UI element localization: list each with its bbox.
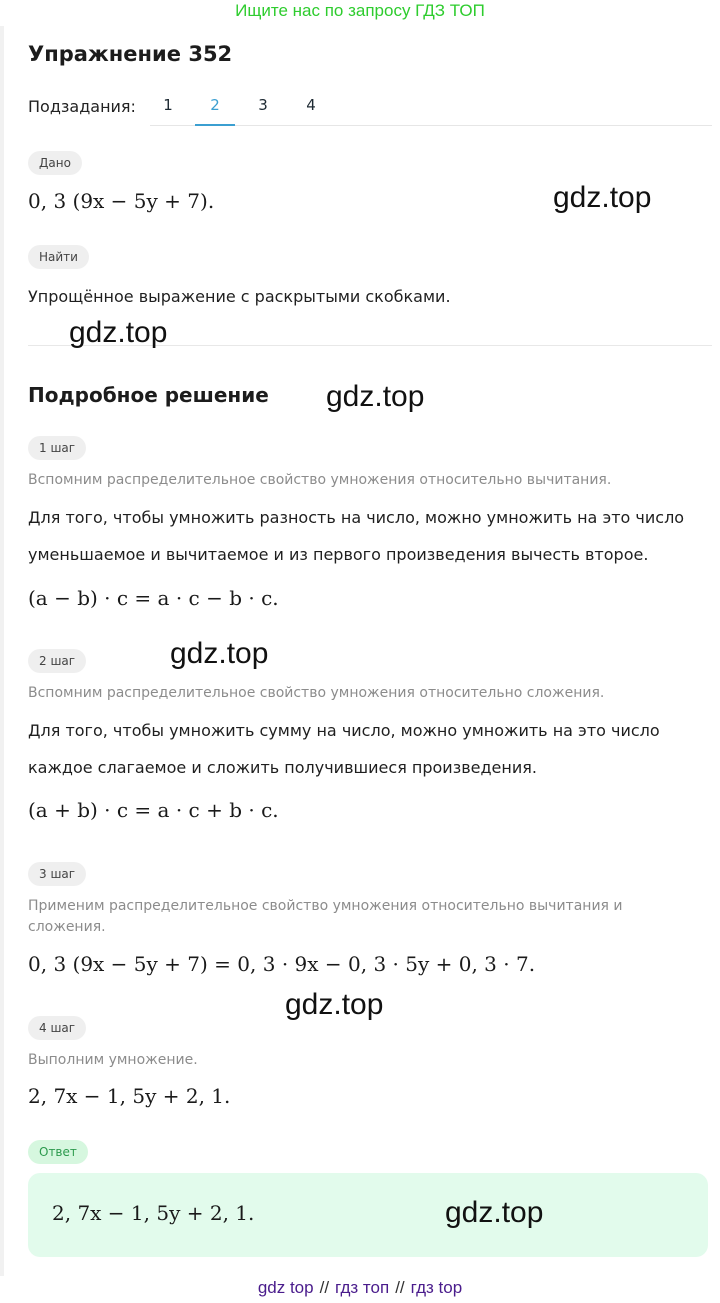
step-1-chip: 1 шаг: [28, 436, 86, 460]
page-title: Упражнение 352: [28, 42, 233, 66]
watermark: gdz.top: [170, 637, 269, 670]
find-chip: Найти: [28, 245, 89, 269]
watermark: gdz.top: [69, 316, 168, 349]
find-text: Упрощённое выражение с раскрытыми скобками.: [28, 287, 451, 306]
step-2-text: Для того, чтобы умножить сумму на число, можно умножить на это число каждое слагаемое и сложить получившиеся произведения.: [28, 721, 660, 777]
solution-title: Подробное решение: [28, 383, 269, 407]
step-3-hint: Применим распределительное свойство умножения относительно вычитания и сложения.: [28, 898, 623, 935]
step-1-text: Для того, чтобы умножить разность на число, можно умножить на это число уменьшаемое и вычитаемое и из первого произведения вычесть второе.: [28, 508, 685, 564]
step-1-hint: Вспомним распределительное свойство умножения относительно вычитания.: [28, 472, 612, 488]
step-3-formula: 0, 3 (9x − 5y + 7) = 0, 3 · 9x − 0, 3 · 5y + 0, 3 · 7.: [28, 952, 536, 976]
footer-separator: //: [395, 1278, 405, 1297]
top-banner[interactable]: Ищите нас по запросу ГДЗ ТОП: [235, 1, 485, 20]
watermark: gdz.top: [553, 181, 652, 214]
step-4-chip: 4 шаг: [28, 1016, 86, 1040]
step-1-formula: (a − b) · c = a · c − b · c.: [28, 586, 279, 610]
tab-3[interactable]: 3: [258, 96, 268, 114]
footer-link-gdz-top-mixed[interactable]: гдз top: [410, 1278, 463, 1297]
footer-separator: //: [319, 1278, 330, 1297]
step-2-formula: (a + b) · c = a · c + b · c.: [28, 798, 279, 822]
answer-box: [28, 1173, 708, 1257]
watermark: gdz.top: [285, 988, 384, 1021]
footer-link-gdz-top[interactable]: gdz top: [257, 1278, 314, 1297]
watermark: gdz.top: [326, 380, 425, 413]
step-2-hint: Вспомним распределительное свойство умножения относительно сложения.: [28, 685, 605, 701]
tab-2[interactable]: 2: [195, 96, 235, 126]
step-2-chip: 2 шаг: [28, 649, 86, 673]
tab-1[interactable]: 1: [163, 96, 173, 114]
answer-chip: Ответ: [28, 1140, 88, 1164]
given-chip: Дано: [28, 151, 82, 175]
watermark: gdz.top: [445, 1196, 544, 1229]
subtasks-label: Подзадания:: [28, 97, 136, 116]
step-4-hint: Выполним умножение.: [28, 1052, 198, 1068]
step-3-chip: 3 шаг: [28, 862, 86, 886]
answer-formula: 2, 7x − 1, 5y + 2, 1.: [52, 1201, 255, 1225]
footer-link-gdz-top-cyr[interactable]: гдз топ: [335, 1278, 390, 1297]
step-4-formula: 2, 7x − 1, 5y + 2, 1.: [28, 1084, 231, 1108]
footer-links: [0, 1276, 720, 1300]
given-expression: 0, 3 (9x − 5y + 7).: [28, 189, 215, 213]
tab-4[interactable]: 4: [306, 96, 316, 114]
